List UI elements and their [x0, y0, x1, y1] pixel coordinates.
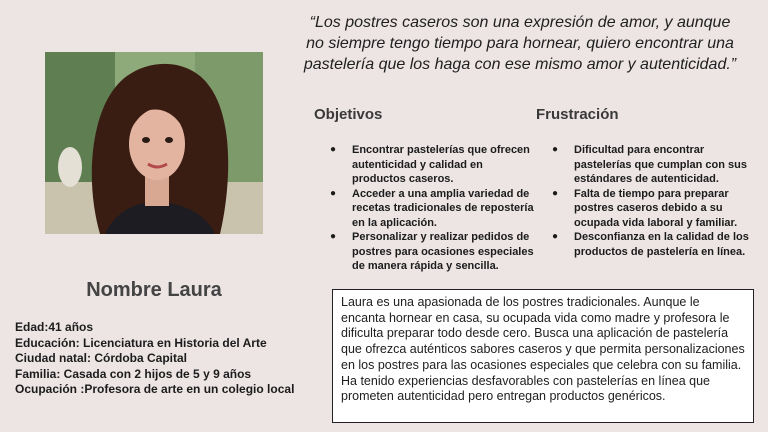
- objetivo-item: ● Acceder a una amplia variedad de recetas tradicionales de repostería en la aplicación.: [326, 187, 536, 231]
- persona-name: Nombre Laura: [86, 279, 222, 301]
- profile-photo: [45, 52, 263, 234]
- detail-ocupacion: Ocupación :Profesora de arte en un colegio local: [15, 382, 295, 396]
- frustracion-item: ● Desconfianza en la calidad de los productos de pastelería en línea.: [548, 230, 758, 259]
- persona-quote: “Los postres caseros son una expresión de amor, y aunque no siempre tengo tiempo para hornear, quiero encontrar una pastelería que los haga con ese mismo amor y autenticidad.”: [303, 14, 737, 73]
- detail-familia: Familia: Casada con 2 hijos de 5 y 9 años: [15, 366, 252, 381]
- frustracion-item: ● Dificultad para encontrar pastelerías que cumplan con sus estándares de autenticidad.: [548, 143, 758, 187]
- frustracion-list: [548, 143, 758, 259]
- persona-details: [15, 320, 294, 398]
- objetivo-item: ● Personalizar y realizar pedidos de postres para ocasiones especiales de manera rápida y sencilla.: [326, 230, 536, 274]
- objetivo-item: ● Encontrar pastelerías que ofrecen autenticidad y calidad en productos caseros.: [326, 143, 536, 187]
- detail-edad: Edad:41 años: [15, 320, 94, 334]
- portrait-illustration: [45, 52, 263, 234]
- frustracion-heading: Frustración: [536, 106, 619, 123]
- frustracion-item: ● Falta de tiempo para preparar postres caseros debido a su ocupada vida laboral y familiar.: [548, 187, 758, 231]
- detail-educacion: Educación: Licenciatura en Historia del Arte: [15, 335, 267, 350]
- detail-ciudad: Ciudad natal: Córdoba Capital: [15, 351, 188, 365]
- objetivos-list: [326, 143, 536, 274]
- objetivos-heading: Objetivos: [314, 106, 383, 123]
- persona-bio: Laura es una apasionada de los postres tradicionales. Aunque le encanta hornear en casa, su ocupada vida como madre y profesora le dificulta preparar todo desde cero. Busca una aplicación de pastelería que ofrezca auténticos sabores caseros y que permita personalizaciones en los postres para las ocasiones especiales que celebra con su familia. Ha tenido experiencias desfavorables con pastelerías en línea que prometen autenticidad pero entregan productos genéricos.: [332, 289, 754, 423]
